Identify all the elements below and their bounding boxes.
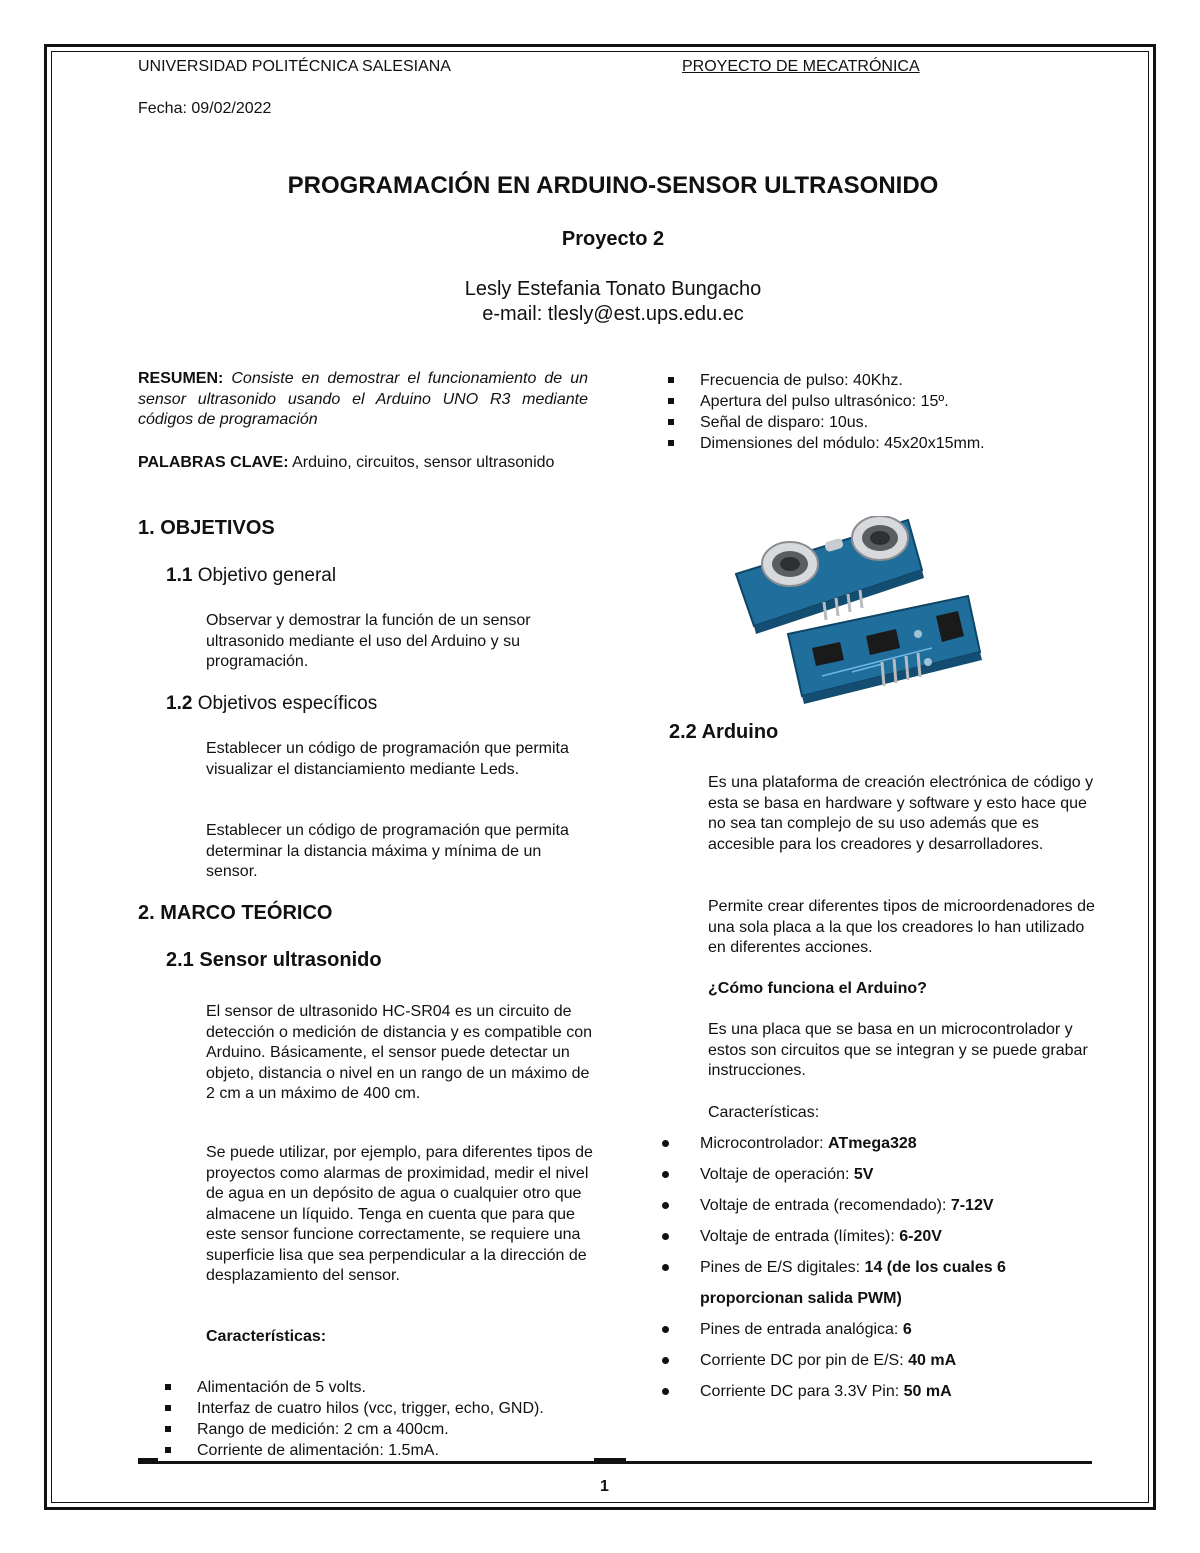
list-item: Corriente DC por pin de E/S: 40 mA — [700, 1345, 1120, 1376]
subsection-arduino-heading: 2.2 Arduino — [669, 721, 779, 743]
header-date: Fecha: 09/02/2022 — [138, 100, 272, 117]
keywords-text: Arduino, circuitos, sensor ultrasonido — [292, 454, 555, 471]
list-item: Voltaje de operación: 5V — [700, 1159, 1120, 1190]
subsection-sensor-heading: 2.1 Sensor ultrasonido — [166, 949, 382, 971]
list-item: Voltaje de entrada (límites): 6-20V — [700, 1221, 1120, 1252]
keywords — [138, 453, 588, 474]
list-item: Frecuencia de pulso: 40Khz. — [700, 370, 1120, 391]
sensor-features-list-right — [700, 370, 1120, 454]
subsection-general-num: 1.1 — [166, 565, 193, 586]
sensor-paragraph-1: El sensor de ultrasonido HC-SR04 es un circuito de detección o medición de distancia y es compatible con Arduino. Básicamente, el sensor puede detectar un objeto, distancia o nivel en un rango de un máximo de 2 cm a un máximo de 400 cm. — [206, 1003, 592, 1102]
author-email: e-mail: tlesly@est.ups.edu.ec — [482, 303, 744, 325]
page-number: 1 — [600, 1478, 609, 1495]
footer-rule — [138, 1461, 1092, 1464]
footer-rule-tab-left — [138, 1458, 158, 1461]
document-title: PROGRAMACIÓN EN ARDUINO-SENSOR ULTRASONIDO — [287, 172, 939, 199]
arduino-paragraph-3: Es una placa que se basa en un microcontrolador y estos son circuitos que se integran y se puede grabar instrucciones. — [708, 1021, 1088, 1079]
arduino-features-label: Características: — [708, 1104, 820, 1121]
document-subtitle: Proyecto 2 — [561, 228, 665, 250]
author-name: Lesly Estefania Tonato Bungacho — [464, 278, 762, 300]
footer-rule-tab-center — [594, 1458, 626, 1461]
list-item: Apertura del pulso ultrasónico: 15º. — [700, 391, 1120, 412]
list-item: Corriente de alimentación: 1.5mA. — [197, 1440, 617, 1461]
subsection-especificos-num: 1.2 — [166, 693, 193, 714]
list-item: Señal de disparo: 10us. — [700, 412, 1120, 433]
list-item: Alimentación de 5 volts. — [197, 1377, 617, 1398]
section-objetivos-heading: 1. OBJETIVOS — [138, 517, 275, 539]
list-item: Microcontrolador: ATmega328 — [700, 1128, 1120, 1159]
arduino-question: ¿Cómo funciona el Arduino? — [708, 980, 927, 997]
subsection-especificos-heading — [166, 693, 377, 715]
arduino-features-list — [700, 1128, 1120, 1407]
list-item: Rango de medición: 2 cm a 400cm. — [197, 1419, 617, 1440]
list-item: Pines de E/S digitales: 14 (de los cuales 6 — [700, 1252, 1120, 1283]
abstract-label: RESUMEN: — [138, 370, 224, 387]
list-item: Pines de entrada analógica: 6 — [700, 1314, 1120, 1345]
list-item: Dimensiones del módulo: 45x20x15mm. — [700, 433, 1120, 454]
abstract-text: Consiste en demostrar el funcionamiento de un sensor ultrasonido usando el Arduino UNO R3 mediante códigos de programación — [138, 370, 588, 428]
abstract — [138, 369, 588, 431]
objetivo-especifico-1: Establecer un código de programación que permita visualizar el distanciamiento mediante Leds. — [206, 740, 569, 778]
list-item: Corriente DC para 3.3V Pin: 50 mA — [700, 1376, 1120, 1407]
ultrasonic-sensor-image — [732, 516, 1000, 710]
list-item: Voltaje de entrada (recomendado): 7-12V — [700, 1190, 1120, 1221]
list-item: Interfaz de cuatro hilos (vcc, trigger, echo, GND). — [197, 1398, 617, 1419]
arduino-paragraph-2: Permite crear diferentes tipos de microordenadores de una sola placa a la que los creadores lo han utilizado en diferentes acciones. — [708, 898, 1095, 956]
section-marco-heading: 2. MARCO TEÓRICO — [138, 902, 333, 924]
sensor-paragraph-2: Se puede utilizar, por ejemplo, para diferentes tipos de proyectos como alarmas de proximidad, medir el nivel de agua en un depósito de agua o cualquier otro que almacene un líquido. Tenga en cuenta que para que este sensor funcione correctamente, se requiere una superficie lisa que sea perpendicular a la dirección de desplazamiento del sensor. — [206, 1144, 593, 1284]
sensor-features-list-left — [197, 1377, 617, 1461]
header-institution: UNIVERSIDAD POLITÉCNICA SALESIANA — [138, 58, 451, 75]
arduino-paragraph-1: Es una plataforma de creación electrónica de código y esta se basa en hardware y software y esto hace que no sea tan complejo de su uso además que es accesible para los creadores y desarrolladores. — [708, 774, 1094, 853]
sensor-features-label: Características: — [206, 1328, 327, 1345]
subsection-especificos-title: Objetivos específicos — [197, 693, 378, 714]
subsection-general-title: Objetivo general — [197, 565, 337, 586]
header-project: PROYECTO DE MECATRÓNICA — [682, 58, 920, 75]
objetivo-general-text: Observar y demostrar la función de un sensor ultrasonido mediante el uso del Arduino y su programación. — [206, 612, 531, 670]
keywords-label: PALABRAS CLAVE: — [138, 454, 289, 471]
subsection-general-heading — [166, 565, 336, 587]
objetivo-especifico-2: Establecer un código de programación que permita determinar la distancia máxima y mínima de un sensor. — [206, 822, 569, 880]
list-item-continuation: proporcionan salida PWM) — [700, 1290, 902, 1307]
